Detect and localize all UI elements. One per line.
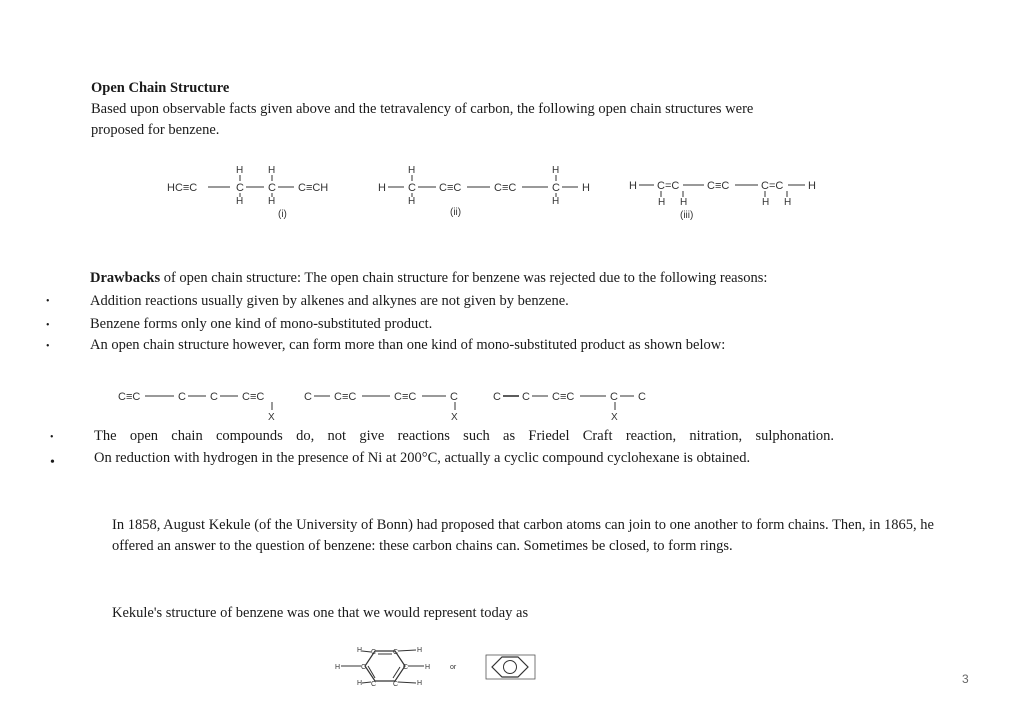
intro-line-1: Based upon observable facts given above and the tetravalency of carbon, the following open chain structures were: [91, 101, 754, 117]
b-carbon-1: C: [304, 391, 312, 403]
s3-double-2: C=C: [761, 180, 784, 192]
s2-triple-1: C≡C: [439, 182, 462, 194]
c-group-1: C≡C: [552, 391, 575, 403]
drawbacks-rest: of open chain structure: The open chain structure for benzene was rejected due to the following reasons:: [160, 270, 768, 286]
open-chain-structures-figure: [160, 160, 840, 226]
b-substituent: X: [451, 412, 458, 423]
a-group-1: C≡C: [118, 391, 141, 403]
kekule-history-paragraph: In 1858, August Kekule (of the University of Bonn) had proposed that carbon atoms can join to one another to form chains. Then, in 1865, he offered an answer to the question of benzene: these carbon chains can. Sometimes be closed, to form rings.: [112, 517, 934, 554]
drawback-item-2: Benzene forms only one kind of mono-substituted product.: [90, 316, 433, 332]
bullet-4: •: [50, 432, 54, 443]
kekule-h-5: H: [357, 680, 363, 687]
fact-item-2: On reduction with hydrogen in the presence of Ni at 200°C, actually a cyclic compound cyclohexane is obtained.: [94, 450, 751, 466]
a-carbon-1: C: [178, 391, 186, 403]
c-carbon-2: C: [522, 391, 530, 403]
s2-h-left: H: [378, 182, 386, 194]
s1-carbon-1: C: [236, 182, 244, 194]
bullet-2: •: [46, 320, 50, 331]
s3-h-bottom-1: H: [658, 197, 666, 208]
intro-paragraph: [91, 99, 891, 141]
kekule-statement: Kekule's structure of benzene was one that we would represent today as: [112, 605, 529, 621]
s1-carbon-2: C: [268, 182, 276, 194]
intro-line-2: proposed for benzene.: [91, 122, 220, 138]
kekule-or-text: or: [450, 664, 457, 671]
bullet-5: •: [50, 455, 55, 470]
kekule-carbon-5: C: [371, 681, 377, 688]
drawbacks-bold-word: Drawbacks: [90, 270, 161, 286]
fact-item-1: [94, 426, 834, 447]
kekule-carbon-1: C: [371, 649, 377, 656]
s2-label: (ii): [450, 207, 462, 218]
a-group-2: C≡C: [242, 391, 265, 403]
s1-h-top-1: H: [236, 165, 244, 176]
bullet-1: •: [46, 296, 50, 307]
s3-h-right: H: [808, 180, 816, 192]
s1-group-1: HC≡C: [167, 182, 198, 194]
kekule-carbon-6: C: [361, 664, 367, 671]
s2-h-bottom-1: H: [408, 196, 416, 207]
s3-double-1: C=C: [657, 180, 680, 192]
drawback-item-1: Addition reactions usually given by alkenes and alkynes are not given by benzene.: [90, 293, 569, 309]
a-substituent: X: [268, 412, 275, 423]
page-number: 3: [962, 672, 969, 686]
s2-h-top-2: H: [552, 165, 560, 176]
s2-carbon-1: C: [408, 182, 416, 194]
kekule-h-4: H: [417, 680, 423, 687]
kekule-h-3: H: [425, 664, 431, 671]
section-heading-open-chain: Open Chain Structure: [91, 80, 230, 96]
a-carbon-2: C: [210, 391, 218, 403]
s1-label: (i): [278, 209, 287, 220]
s1-h-bottom-2: H: [268, 196, 276, 207]
c-carbon-3: C: [610, 391, 618, 403]
s1-h-top-2: H: [268, 165, 276, 176]
kekule-h-2: H: [417, 647, 423, 654]
s2-triple-2: C≡C: [494, 182, 517, 194]
b-group-1: C≡C: [334, 391, 357, 403]
c-carbon-4: C: [638, 391, 646, 403]
kekule-carbon-2: C: [393, 649, 399, 656]
bullet-3: •: [46, 341, 50, 352]
drawbacks-intro: [90, 268, 990, 289]
s2-h-right: H: [582, 182, 590, 194]
s1-group-2: C≡CH: [298, 182, 329, 194]
s3-label: (iii): [680, 210, 694, 221]
s3-triple: C≡C: [707, 180, 730, 192]
kekule-carbon-3: C: [403, 664, 409, 671]
s1-h-bottom-1: H: [236, 196, 244, 207]
c-carbon-1: C: [493, 391, 501, 403]
mono-substituted-figure: [112, 384, 657, 424]
kekule-carbon-4: C: [393, 681, 399, 688]
s2-carbon-2: C: [552, 182, 560, 194]
s3-h-bottom-4: H: [784, 197, 792, 208]
fact-item-1-text: The open chain compounds do, not give reactions such as Friedel Craft reaction, nitration, sulphonation.: [94, 428, 834, 444]
drawback-item-3: An open chain structure however, can form more than one kind of mono-substituted product as shown below:: [90, 337, 726, 353]
s3-h-bottom-3: H: [762, 197, 770, 208]
c-substituent: X: [611, 412, 618, 423]
s3-h-left: H: [629, 180, 637, 192]
b-group-2: C≡C: [394, 391, 417, 403]
s3-h-bottom-2: H: [680, 197, 688, 208]
s2-h-bottom-2: H: [552, 196, 560, 207]
s2-h-top-1: H: [408, 165, 416, 176]
b-carbon-2: C: [450, 391, 458, 403]
kekule-benzene-figure: [325, 645, 540, 689]
kekule-h-1: H: [357, 647, 363, 654]
kekule-h-6: H: [335, 664, 341, 671]
